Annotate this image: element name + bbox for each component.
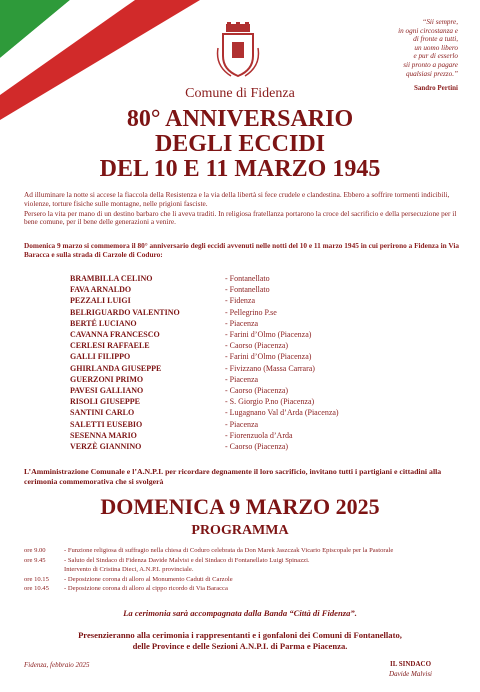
programma-item	[24, 546, 464, 556]
programma-time: ore 10.45	[24, 585, 49, 593]
programma-item	[24, 584, 464, 594]
victim-place: - Piacenza	[225, 419, 259, 429]
victim-row	[70, 351, 430, 362]
victim-name: BERTÉ LUCIANO	[70, 318, 137, 328]
event-date: DOMENICA 9 MARZO 2025	[100, 494, 380, 519]
victim-row	[70, 407, 430, 418]
quote-line: di fronte a tutti,	[413, 35, 458, 44]
intro-text	[24, 191, 464, 228]
programma-list	[24, 546, 464, 594]
programma-item	[24, 565, 464, 575]
victim-name: FAVA ARNALDO	[70, 285, 132, 295]
victim-row	[70, 273, 430, 284]
victim-name: SALETTI EUSEBIO	[70, 419, 143, 429]
victim-name: VERZÈ GIANNINO	[70, 441, 142, 451]
victim-place: - Piacenza	[225, 374, 259, 384]
title-line-2: DEGLI ECCIDI	[154, 131, 326, 157]
quote-line: un uomo libero	[414, 43, 458, 52]
title-line-1: 80° ANNIVERSARIO	[126, 106, 354, 132]
victim-place: - Caorso (Piacenza)	[225, 341, 289, 351]
victim-name: CERLESI RAFFAELE	[70, 341, 150, 351]
programma-desc: Intervento di Cristina Dieci, A.N.P.I. provinciale.	[64, 566, 194, 574]
victim-name: CAVANNA FRANCESCO	[70, 330, 160, 340]
invitation-text: L’Amministrazione Comunale e l’A.N.P.I. per ricordare degnamente il loro sacrificio, invitano tutti i partigiani e cittadini alla cerimonia commemorativa che si svolgerà	[24, 467, 442, 486]
victim-place: - Fidenza	[225, 296, 255, 306]
victim-row	[70, 363, 430, 374]
victim-place: - S. Giorgio P.no (Piacenza)	[225, 397, 315, 407]
quote-line: e pur di esserlo	[413, 52, 458, 61]
programma-item	[24, 556, 464, 566]
victim-place: - Lugagnano Val d’Arda (Piacenza)	[225, 408, 339, 418]
italian-flag-ribbon	[0, 0, 200, 120]
victim-place: - Fontanellato	[225, 285, 270, 295]
victim-row	[70, 340, 430, 351]
victim-row	[70, 418, 430, 429]
programma-title: PROGRAMMA	[191, 523, 289, 538]
victim-row	[70, 318, 430, 329]
victim-place: - Fivizzano (Massa Carrara)	[225, 363, 315, 373]
programma-time: ore 10.15	[24, 575, 49, 583]
victim-name: GUERZONI PRIMO	[70, 374, 144, 384]
victim-row	[70, 284, 430, 295]
victim-row	[70, 430, 430, 441]
programma-time: ore 9.45	[24, 556, 46, 564]
sindaco-name: Davide Malvisi	[389, 670, 432, 678]
victim-place: - Farini d’Olmo (Piacenza)	[225, 352, 312, 362]
victim-name: BRAMBILLA CELINO	[70, 274, 153, 284]
quote-line: “Sii sempre,	[422, 18, 458, 26]
presenzieranno-line-1: Presenzieranno alla cerimonia i rappresentanti e i gonfaloni dei Comuni di Fontanellato,	[78, 630, 402, 640]
victim-row	[70, 295, 430, 306]
quote-line: in ogni circostanza e	[398, 26, 458, 35]
victim-name: GHIRLANDA GIUSEPPE	[70, 363, 162, 373]
programma-item	[24, 575, 464, 585]
victim-name: PEZZALI LUIGI	[70, 296, 131, 306]
programma-time	[24, 565, 64, 575]
victim-place: - Piacenza	[225, 318, 259, 328]
quote-line: sii pronto a pagare	[403, 60, 458, 69]
presenzieranno-line-2: delle Province e delle Sezioni A.N.P.I. di Parma e Piacenza.	[132, 640, 348, 651]
victim-name: GALLI FILIPPO	[70, 352, 131, 362]
victim-name: BELRIGUARDO VALENTINO	[70, 307, 180, 317]
programma-desc: - Deposizione corona di alloro al cippo ricordo di Via Baracca	[64, 585, 228, 593]
programma-desc: - Funzione religiosa di suffragio nella chiesa di Coduro celebrata da Don Marek Jaszczak Vicario Episcopale per la Pastorale	[64, 547, 394, 554]
victim-row	[70, 396, 430, 407]
victim-name: SANTINI CARLO	[70, 408, 135, 418]
victim-place: - Caorso (Piacenza)	[225, 441, 289, 451]
comune-label: Comune di Fidenza	[185, 86, 295, 101]
victim-row	[70, 385, 430, 396]
sindaco-label: IL SINDACO	[389, 660, 432, 668]
sindaco-signature	[389, 660, 432, 678]
footer-date: Fidenza, febbraio 2025	[24, 661, 90, 669]
presenzieranno-text	[0, 630, 480, 651]
victim-place: - Farini d’Olmo (Piacenza)	[225, 330, 312, 340]
victim-name: PAVESI GALLIANO	[70, 385, 144, 395]
victims-list	[70, 273, 430, 452]
fidenza-crest-icon	[215, 22, 261, 78]
programma-desc: - Saluto del Sindaco di Fidenza Davide Malvisi e del Sindaco di Fontanellato Luigi Spinazzi.	[64, 556, 310, 564]
quote-author: Sandro Pertini	[413, 84, 458, 93]
victim-name: SESENNA MARIO	[70, 430, 137, 440]
pertini-quote	[348, 18, 458, 93]
intro-paragraph-2: Persero la vita per mano di un destino barbaro che li aveva traditi. In religiosa fratellanza portarono la croce del sacrificio e della persecuzione per il bene comune, per il bene delle generazioni a venire.	[24, 208, 457, 227]
victim-row	[70, 329, 430, 340]
victim-place: - Caorso (Piacenza)	[225, 385, 289, 395]
quote-line: qualsiasi prezzo.”	[405, 69, 458, 78]
banda-note: La cerimonia sarà accompagnata dalla Banda “Città di Fidenza”.	[123, 608, 357, 618]
victim-row	[70, 441, 430, 452]
victim-place: - Fontanellato	[225, 274, 270, 284]
title-line-3: DEL 10 E 11 MARZO 1945	[99, 156, 381, 182]
victim-row	[70, 307, 430, 318]
victim-row	[70, 374, 430, 385]
intro-paragraph-1: Ad illuminare la notte si accese la fiaccola della Resistenza e la via della libertà si fece crudele e clandestina. Ebbero a soffrire tormenti indicibili, violenze, torture fisiche sulle montagne, nelle prigioni fasciste.	[24, 190, 450, 208]
victim-place: - Fiorenzuola d’Arda	[225, 430, 293, 440]
programma-desc: - Deposizione corona di alloro al Monumento Caduti di Carzole	[64, 575, 233, 583]
victim-place: - Pellegrino P.se	[225, 307, 277, 317]
programma-time: ore 9.00	[24, 547, 46, 554]
victim-name: RISOLI GIUSEPPE	[70, 397, 141, 407]
commemoration-lead: Domenica 9 marzo si commemora il 80° anniversario degli eccidi avvenuti nelle notti del 10 e 11 marzo 1945 in cui perirono a Fidenza in Via Baracca e sulla strada di Carzole di Coduro:	[24, 241, 460, 260]
